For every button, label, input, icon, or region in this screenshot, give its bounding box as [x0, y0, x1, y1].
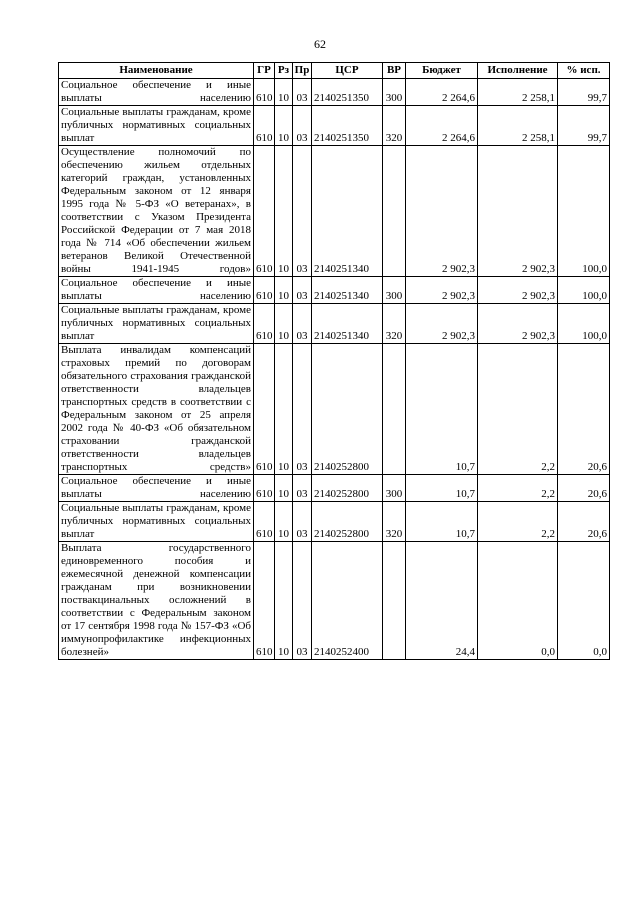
cell-rz: 10 — [275, 475, 293, 502]
table-row — [59, 542, 610, 660]
table-row — [59, 106, 610, 146]
cell-rz: 10 — [275, 304, 293, 344]
cell-name: Осуществление полномочий по обеспечению жильем отдельных категорий граждан, установленных Федеральным законом от 12 января 1995 года № 5-ФЗ «О ветеранах», в соответствии с Указом Президента Российской Федерации от 7 мая 2018 года № 714 «Об обеспечении жильем ветеранов Великой Отечественной войны 1941-1945 годов» — [59, 146, 254, 277]
cell-percent: 20,6 — [558, 344, 610, 475]
cell-csr: 2140252800 — [312, 344, 383, 475]
header-execution: Исполнение — [478, 63, 558, 79]
cell-name: Социальные выплаты гражданам, кроме публичных нормативных социальных выплат — [59, 502, 254, 542]
cell-pr: 03 — [293, 146, 312, 277]
cell-gr: 610 — [254, 146, 275, 277]
header-csr: ЦСР — [312, 63, 383, 79]
cell-budget: 2 902,3 — [406, 146, 478, 277]
table-header-row — [59, 63, 610, 79]
cell-csr: 2140252400 — [312, 542, 383, 660]
cell-execution: 2 902,3 — [478, 146, 558, 277]
cell-rz: 10 — [275, 79, 293, 106]
cell-execution: 2 258,1 — [478, 79, 558, 106]
cell-csr: 2140252800 — [312, 502, 383, 542]
cell-vr — [383, 146, 406, 277]
cell-gr: 610 — [254, 106, 275, 146]
cell-budget: 2 902,3 — [406, 277, 478, 304]
cell-pr: 03 — [293, 542, 312, 660]
cell-pr: 03 — [293, 277, 312, 304]
cell-csr: 2140251340 — [312, 304, 383, 344]
cell-percent: 20,6 — [558, 502, 610, 542]
cell-gr: 610 — [254, 277, 275, 304]
cell-name: Социальные выплаты гражданам, кроме публичных нормативных социальных выплат — [59, 304, 254, 344]
cell-vr: 320 — [383, 106, 406, 146]
cell-vr — [383, 542, 406, 660]
cell-pr: 03 — [293, 106, 312, 146]
header-rz: Рз — [275, 63, 293, 79]
cell-rz: 10 — [275, 542, 293, 660]
cell-name: Социальное обеспечение и иные выплаты населению — [59, 475, 254, 502]
cell-execution: 2,2 — [478, 475, 558, 502]
cell-budget: 24,4 — [406, 542, 478, 660]
header-vr: ВР — [383, 63, 406, 79]
cell-gr: 610 — [254, 304, 275, 344]
cell-percent: 99,7 — [558, 79, 610, 106]
header-pr: Пр — [293, 63, 312, 79]
budget-execution-table — [58, 62, 610, 660]
cell-vr: 320 — [383, 502, 406, 542]
table-row — [59, 475, 610, 502]
cell-budget: 2 902,3 — [406, 304, 478, 344]
cell-execution: 2 902,3 — [478, 304, 558, 344]
cell-percent: 99,7 — [558, 106, 610, 146]
cell-vr: 320 — [383, 304, 406, 344]
cell-budget: 2 264,6 — [406, 79, 478, 106]
cell-pr: 03 — [293, 304, 312, 344]
cell-execution: 2,2 — [478, 344, 558, 475]
header-name: Наименование — [59, 63, 254, 79]
cell-vr: 300 — [383, 277, 406, 304]
cell-budget: 2 264,6 — [406, 106, 478, 146]
header-budget: Бюджет — [406, 63, 478, 79]
cell-gr: 610 — [254, 542, 275, 660]
table-row — [59, 304, 610, 344]
cell-pr: 03 — [293, 344, 312, 475]
cell-budget: 10,7 — [406, 475, 478, 502]
cell-name: Социальное обеспечение и иные выплаты населению — [59, 79, 254, 106]
cell-gr: 610 — [254, 344, 275, 475]
cell-vr: 300 — [383, 79, 406, 106]
cell-percent: 100,0 — [558, 304, 610, 344]
cell-percent: 100,0 — [558, 146, 610, 277]
cell-rz: 10 — [275, 502, 293, 542]
table-row — [59, 502, 610, 542]
cell-gr: 610 — [254, 502, 275, 542]
cell-gr: 610 — [254, 79, 275, 106]
cell-csr: 2140251350 — [312, 106, 383, 146]
cell-rz: 10 — [275, 146, 293, 277]
cell-name: Выплата государственного единовременного пособия и ежемесячной денежной компенсации гражданам при возникновении поствакцинальных осложнений в соответствии с Федеральным законом от 17 сентября 1998 года № 157-ФЗ «Об иммунопрофилактике инфекционных болезней» — [59, 542, 254, 660]
table-row — [59, 79, 610, 106]
cell-rz: 10 — [275, 344, 293, 475]
cell-name: Социальные выплаты гражданам, кроме публичных нормативных социальных выплат — [59, 106, 254, 146]
cell-rz: 10 — [275, 106, 293, 146]
cell-vr: 300 — [383, 475, 406, 502]
cell-csr: 2140251340 — [312, 277, 383, 304]
table-row — [59, 277, 610, 304]
header-percent: % исп. — [558, 63, 610, 79]
header-gr: ГР — [254, 63, 275, 79]
cell-pr: 03 — [293, 502, 312, 542]
cell-name: Выплата инвалидам компенсаций страховых премий по договорам обязательного страхования гражданской ответственности владельцев транспортных средств в соответствии с Федеральным законом от 25 апреля 2002 года № 40-ФЗ «Об обязательном страховании гражданской ответственности владельцев транспортных средств» — [59, 344, 254, 475]
cell-csr: 2140252800 — [312, 475, 383, 502]
cell-budget: 10,7 — [406, 344, 478, 475]
cell-percent: 100,0 — [558, 277, 610, 304]
cell-percent: 20,6 — [558, 475, 610, 502]
cell-gr: 610 — [254, 475, 275, 502]
cell-execution: 2 258,1 — [478, 106, 558, 146]
table-row — [59, 146, 610, 277]
table-row — [59, 344, 610, 475]
cell-vr — [383, 344, 406, 475]
cell-csr: 2140251340 — [312, 146, 383, 277]
cell-execution: 2 902,3 — [478, 277, 558, 304]
cell-csr: 2140251350 — [312, 79, 383, 106]
cell-pr: 03 — [293, 475, 312, 502]
cell-name: Социальное обеспечение и иные выплаты населению — [59, 277, 254, 304]
cell-rz: 10 — [275, 277, 293, 304]
page-number: 62 — [314, 37, 326, 51]
cell-percent: 0,0 — [558, 542, 610, 660]
cell-budget: 10,7 — [406, 502, 478, 542]
cell-execution: 0,0 — [478, 542, 558, 660]
cell-pr: 03 — [293, 79, 312, 106]
cell-execution: 2,2 — [478, 502, 558, 542]
